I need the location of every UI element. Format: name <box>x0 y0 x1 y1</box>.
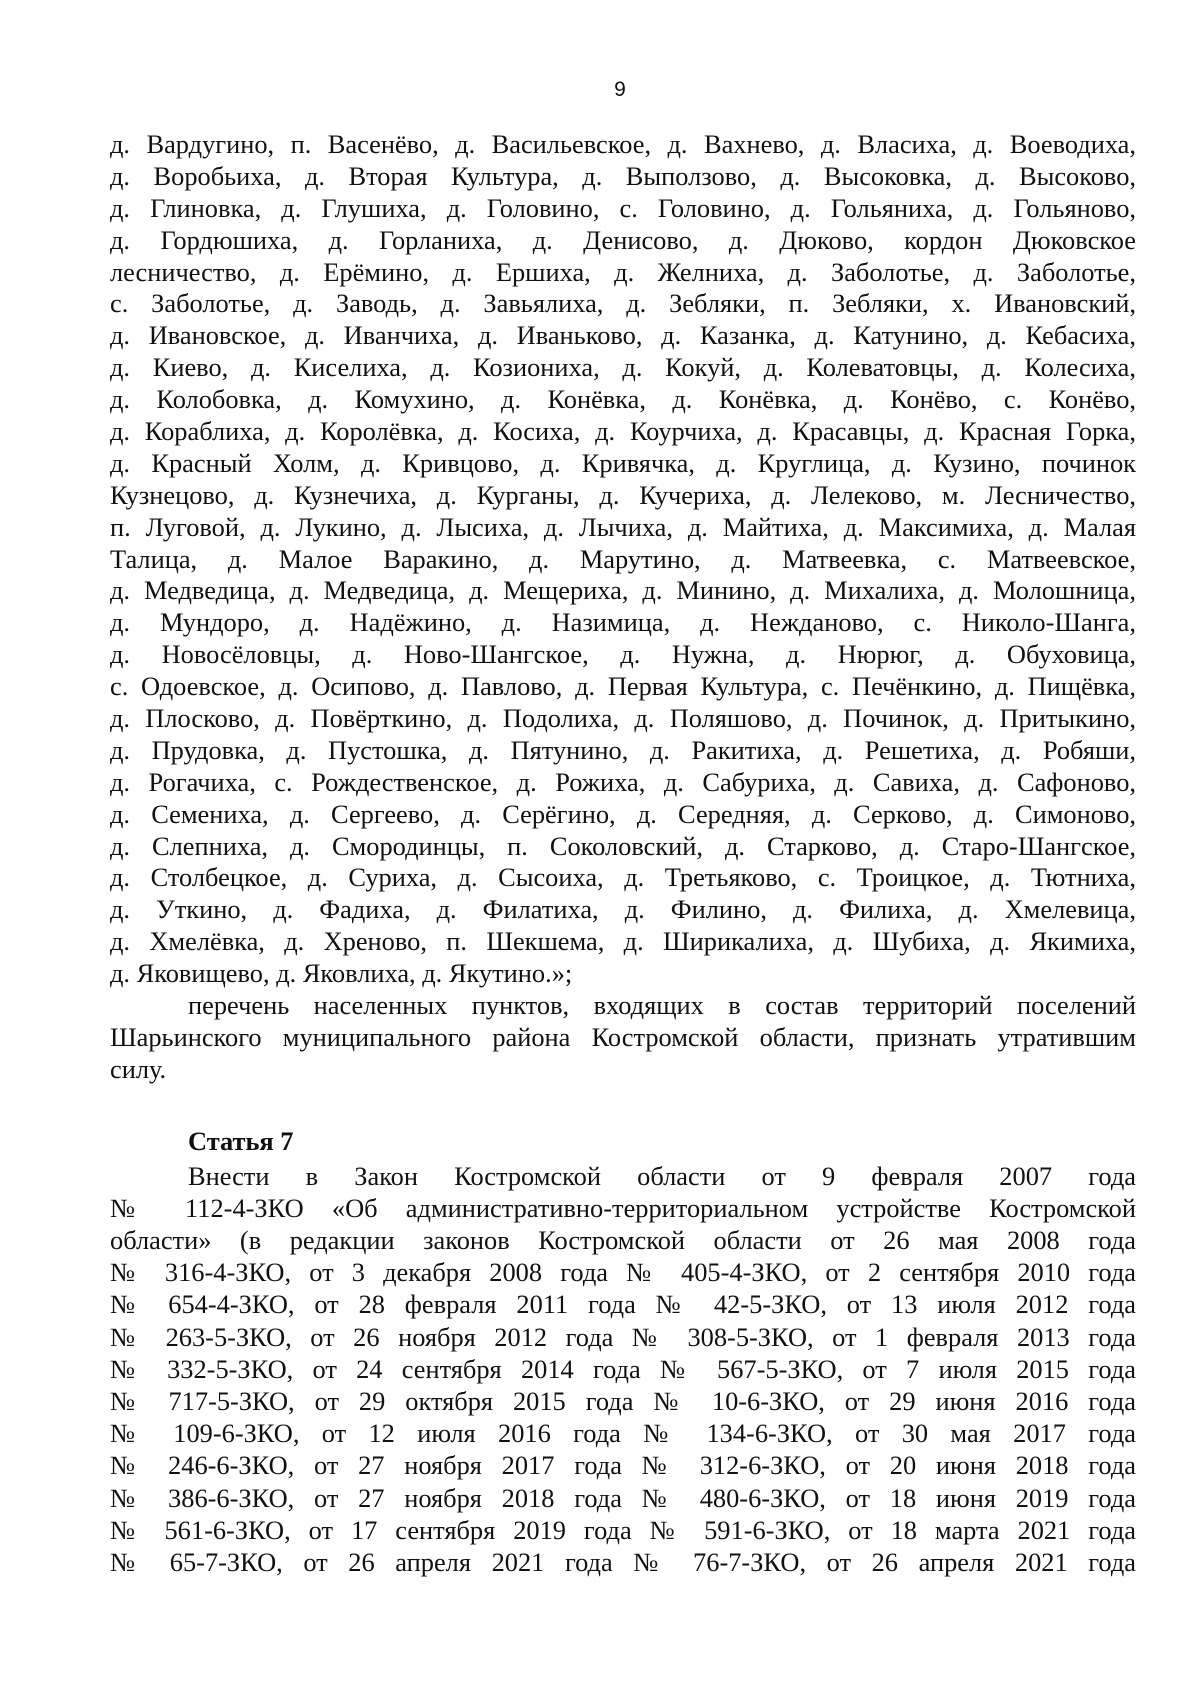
text-line: д. Киево, д. Киселиха, д. Козиониха, д. Кокуй, д. Колеватовцы, д. Колесиха, <box>110 352 1136 383</box>
text-line: д. Плосково, д. Повёрткино, д. Подолиха, д. Поляшово, д. Починок, д. Притыкино, <box>110 703 1136 734</box>
document-body <box>110 129 1136 1578</box>
text-line: д. Семениха, д. Сергеево, д. Серёгино, д. Середняя, д. Серково, д. Симоново, <box>110 798 1136 829</box>
text-line: № 386-6-ЗКО, от 27 ноября 2018 года № 480-6-ЗКО, от 18 июня 2019 года <box>110 1482 1136 1513</box>
text-line: д. Рогачиха, с. Рождественское, д. Рожиха, д. Сабуриха, д. Савиха, д. Сафоново, <box>110 766 1136 797</box>
text-line: лесничество, д. Ерёмино, д. Ершиха, д. Желниха, д. Заболотье, д. Заболотье, <box>110 256 1136 287</box>
page-number: 9 <box>614 78 626 101</box>
text-line: д. Воробьиха, д. Вторая Культура, д. Выползово, д. Высоковка, д. Высоково, <box>110 160 1136 191</box>
text-line: д. Слепниха, д. Смородинцы, п. Соколовский, д. Старково, д. Старо-Шангское, <box>110 830 1136 861</box>
text-line: д. Новосёловцы, д. Ново-Шангское, д. Нужна, д. Нюрюг, д. Обуховица, <box>110 639 1136 670</box>
text-line: Талица, д. Малое Варакино, д. Марутино, д. Матвеевка, с. Матвеевское, <box>110 543 1136 574</box>
text-line: Внести в Закон Костромской области от 9 февраля 2007 года <box>188 1160 1136 1191</box>
text-line: д. Яковищево, д. Яковлиха, д. Якутино.»; <box>110 958 573 989</box>
text-line: № 316-4-ЗКО, от 3 декабря 2008 года № 405-4-ЗКО, от 2 сентября 2010 года <box>110 1257 1136 1288</box>
text-line: д. Вардугино, п. Васенёво, д. Васильевское, д. Вахнево, д. Власиха, д. Воеводиха, <box>110 129 1136 159</box>
settlements-list <box>110 129 1136 990</box>
text-line: № 561-6-ЗКО, от 17 сентября 2019 года № 591-6-ЗКО, от 18 марта 2021 года <box>110 1514 1136 1545</box>
text-line: д. Красный Холм, д. Кривцово, д. Кривячка, д. Круглица, д. Кузино, починок <box>110 447 1136 478</box>
text-line: силу. <box>110 1053 167 1084</box>
text-line: перечень населенных пунктов, входящих в состав территорий поселений <box>188 990 1136 1021</box>
text-line: д. Мундоро, д. Надёжино, д. Назимица, д. Нежданово, с. Николо-Шанга, <box>110 607 1136 638</box>
text-line: д. Уткино, д. Фадиха, д. Филатиха, д. Филино, д. Филиха, д. Хмелевица, <box>110 894 1136 925</box>
text-line: д. Хмелёвка, д. Хреново, п. Шекшема, д. Ширикалиха, д. Шубиха, д. Якимиха, <box>110 926 1136 957</box>
text-line: д. Прудовка, д. Пустошка, д. Пятунино, д. Ракитиха, д. Решетиха, д. Робяши, <box>110 734 1136 765</box>
text-line: д. Столбецкое, д. Суриха, д. Сысоиха, д. Третьяково, с. Троицкое, д. Тютниха, <box>110 862 1136 893</box>
text-line: области» (в редакции законов Костромской области от 26 мая 2008 года <box>110 1225 1136 1255</box>
article-heading: Статья 7 <box>188 1125 294 1156</box>
text-line: д. Колобовка, д. Комухино, д. Конёвка, д. Конёвка, д. Конёво, с. Конёво, <box>110 384 1136 415</box>
text-line: Шарьинского муниципального района Костромской области, признать утратившим <box>110 1021 1136 1052</box>
text-line: № 263-5-ЗКО, от 26 ноября 2012 года № 308-5-ЗКО, от 1 февраля 2013 года <box>110 1321 1136 1352</box>
text-line: д. Ивановское, д. Иванчиха, д. Иваньково, д. Казанка, д. Катунино, д. Кебасиха, <box>110 320 1136 351</box>
text-line: № 332-5-ЗКО, от 24 сентября 2014 года № 567-5-ЗКО, от 7 июля 2015 года <box>110 1353 1136 1384</box>
text-line: д. Медведица, д. Медведица, д. Мещериха, д. Минино, д. Михалиха, д. Молошница, <box>110 575 1136 606</box>
text-line: № 109-6-ЗКО, от 12 июля 2016 года № 134-6-ЗКО, от 30 мая 2017 года <box>110 1418 1136 1449</box>
text-line: д. Гордюшиха, д. Горланиха, д. Денисово, д. Дюково, кордон Дюковское <box>110 224 1136 255</box>
text-line: № 654-4-ЗКО, от 28 февраля 2011 года № 42-5-ЗКО, от 13 июля 2012 года <box>110 1289 1136 1320</box>
article-7-text <box>110 1160 1136 1578</box>
text-line: п. Луговой, д. Лукино, д. Лысиха, д. Лычиха, д. Майтиха, д. Максимиха, д. Малая <box>110 511 1136 542</box>
repeal-paragraph <box>110 990 1136 1086</box>
text-line: Кузнецово, д. Кузнечиха, д. Курганы, д. Кучериха, д. Лелеково, м. Лесничество, <box>110 479 1136 510</box>
text-line: № 246-6-ЗКО, от 27 ноября 2017 года № 312-6-ЗКО, от 20 июня 2018 года <box>110 1450 1136 1481</box>
text-line: № 112-4-ЗКО «Об административно-территориальном устройстве Костромской <box>110 1192 1136 1223</box>
text-line: с. Заболотье, д. Заводь, д. Завьялиха, д. Зебляки, п. Зебляки, х. Ивановский, <box>110 288 1136 319</box>
text-line: № 65-7-ЗКО, от 26 апреля 2021 года № 76-7-ЗКО, от 26 апреля 2021 года <box>110 1546 1136 1577</box>
text-line: д. Глиновка, д. Глушиха, д. Головино, с. Головино, д. Гольяниха, д. Гольяново, <box>110 192 1136 223</box>
text-line: с. Одоевское, д. Осипово, д. Павлово, д. Первая Культура, с. Печёнкино, д. Пищёвка, <box>110 671 1136 702</box>
text-line: д. Кораблиха, д. Королёвка, д. Косиха, д. Коурчиха, д. Красавцы, д. Красная Горка, <box>110 416 1136 447</box>
text-line: № 717-5-ЗКО, от 29 октября 2015 года № 10-6-ЗКО, от 29 июня 2016 года <box>110 1385 1136 1416</box>
